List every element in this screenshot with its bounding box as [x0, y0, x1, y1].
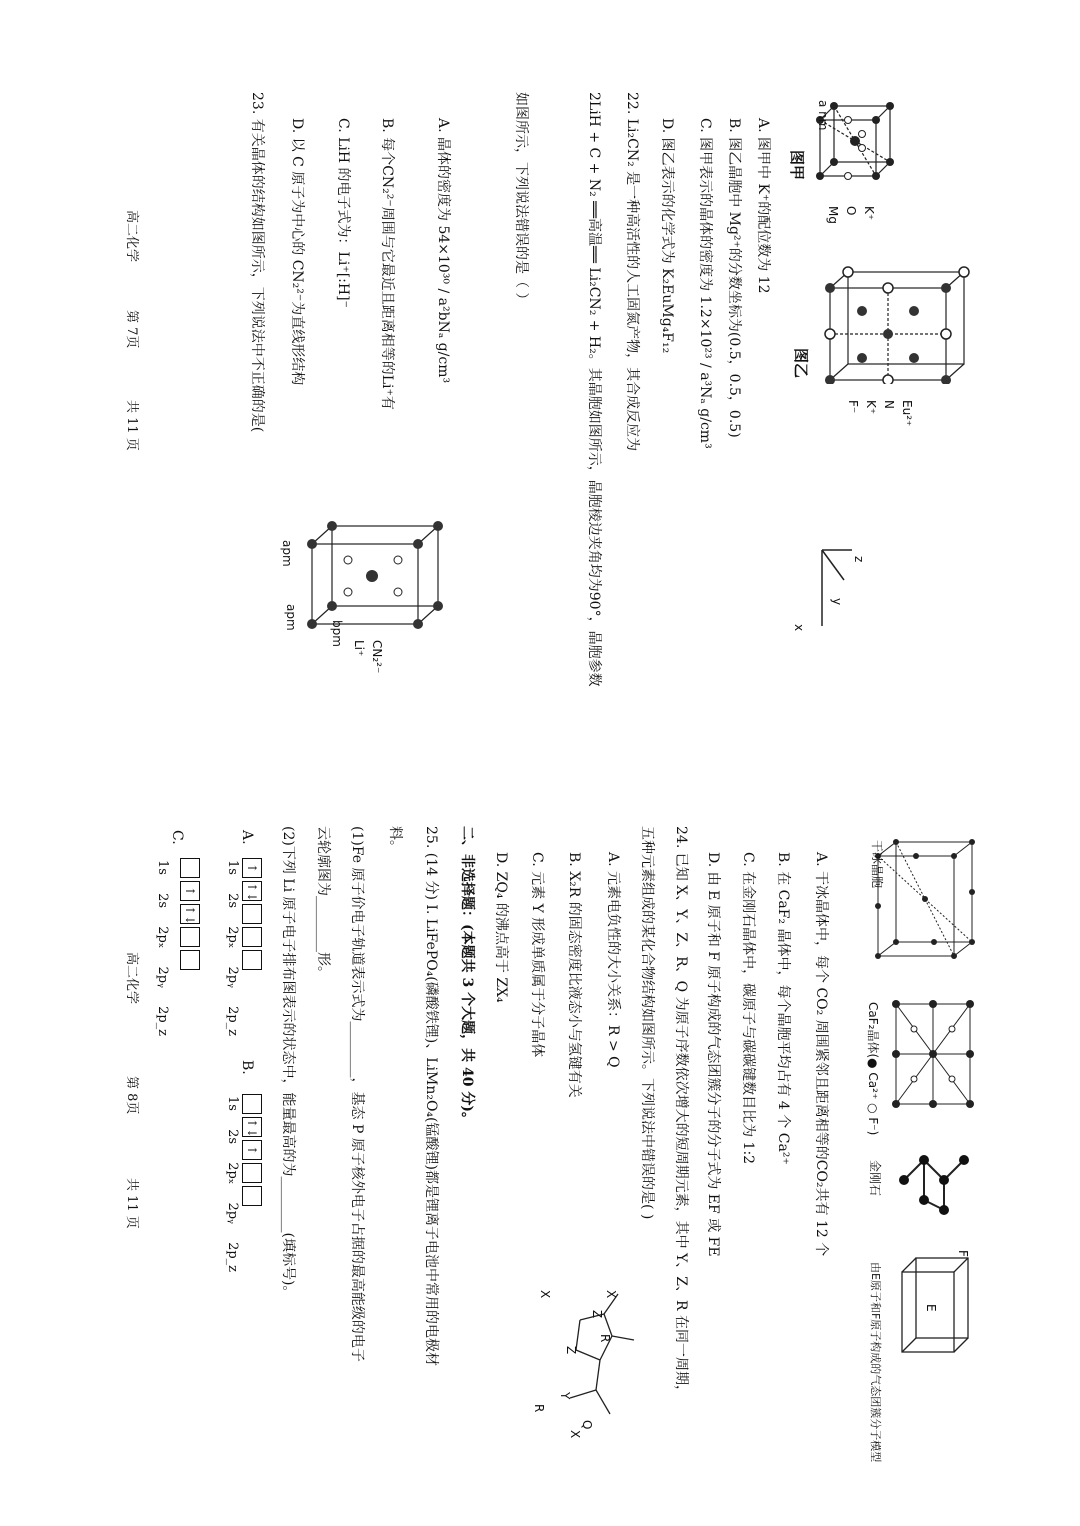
li-fig-apm-2: apm — [284, 604, 298, 631]
fig-a-legend-1: K⁺ — [862, 206, 876, 221]
p7-line-9: B. 每个CN₂²⁻周围与它最近且距离相等的Li⁺有 — [379, 118, 395, 410]
p7-line-8: A. 晶体的密度为 54×10³⁰ / a²bNₐ g/cm³ — [435, 118, 451, 384]
p8-line-9: C. 元素 Y 形成单质属于分子晶体 — [529, 852, 545, 1058]
orbital-b: ↑↓↑ — [242, 1094, 262, 1209]
mol-z-1: Z — [590, 1310, 604, 1319]
p8-footer-total: 共 11 页 — [124, 1178, 139, 1229]
orbital-c-labels: 1s 2s 2pₓ 2pᵧ 2p_z — [155, 860, 170, 1037]
fig-b-legend-4: F⁻ — [846, 400, 860, 414]
p8-line-4: D. 由 E 原子和 F 原子构成的气态团簇分子的分子式为 EF 或 FE — [705, 852, 721, 1257]
option-a-label: A. — [239, 830, 255, 845]
figure-yi-crystal — [822, 266, 972, 384]
p8-line-15: 云轮廓图为________形。 — [315, 826, 331, 980]
dry-ice-caption: 干冰晶胞 — [870, 840, 884, 889]
orbital-b-labels: 1s 2s 2pₓ 2pᵧ 2p_z — [225, 1096, 240, 1273]
p7-line-5: 22. Li₂CN₂ 是一种高活性的人工固氮产物，其合成反应为 — [624, 92, 640, 452]
fig-b-legend-3: K⁺ — [864, 400, 878, 415]
p8-footer-subject: 高二化学 — [124, 952, 139, 1005]
mol-y: Y — [558, 1392, 572, 1400]
p8-line-5: 24. 已知 X、Y、Z、R、Q 为原子序数依次增大的短周期元素，其中 Y、Z、R 在同一周期， — [673, 826, 689, 1399]
mol-x-1: X — [604, 1290, 618, 1299]
p7-footer-total: 共 11 页 — [124, 400, 139, 451]
p8-line-14: (1)Fe 原子价电子轨道表示式为________，基态 P 原子核外电子占据的最高能级的电子 — [349, 826, 365, 1362]
fig-a-unit: a nm — [816, 100, 830, 131]
p8-line-13: 料。 — [387, 826, 403, 854]
p7-line-11: D. 以 C 原子为中心的 CN₂²⁻为直线形结构 — [289, 118, 305, 386]
ef-label-f: F — [956, 1250, 970, 1257]
ef-caption: 由E原子和F原子构成的气态团簇分子模型 — [869, 1262, 882, 1463]
p8-line-7: A. 元素电负性的大小关系：R > Q — [605, 852, 621, 1068]
figure-diamond — [894, 1140, 974, 1220]
figure-caf2 — [888, 994, 978, 1114]
li-fig-bpm: bpm — [330, 620, 344, 647]
p7-line-7: 如图所示，下列说法错误的是（ ） — [513, 92, 529, 307]
option-b-label: B. — [239, 1060, 255, 1075]
p8-footer-page: 第 8页 — [124, 1076, 139, 1115]
mol-z-2: Z — [564, 1346, 578, 1355]
diamond-caption: 金刚石 — [868, 1160, 882, 1197]
orbital-a-labels: 1s 2s 2pₓ 2pᵧ 2p_z — [225, 860, 240, 1037]
p8-line-16: (2)下列 Li 原子电子排布图表示的状态中，能量最高的为________(填标号)。 — [280, 826, 296, 1300]
fig-a-legend-2: O — [844, 206, 858, 216]
li-fig-legend-li: Li⁺ — [352, 640, 366, 657]
axis-z: z — [852, 556, 866, 563]
p8-line-12: 25. (14 分) I. LiFePO₄(磷酸铁锂)、LiMn₂O₄(锰酸锂)都是锂离子电池中常用的电极材 — [423, 826, 439, 1366]
p8-line-3: C. 在金刚石晶体中，碳原子与碳碳键数目比为 1:2 — [740, 852, 756, 1165]
fig-b-legend-1: Eu²⁺ — [900, 400, 914, 427]
li-fig-apm-1: apm — [280, 540, 294, 567]
axis-x: x — [792, 624, 806, 632]
fig-b-caption: 图乙 — [792, 348, 810, 379]
fig-a-caption: 图甲 — [788, 150, 806, 181]
p8-line-8: B. X₂R 的固态密度比液态小与氢键有关 — [566, 852, 582, 1098]
figure-dry-ice — [872, 834, 982, 964]
orbital-c: ↑↑↓ — [180, 858, 200, 973]
p7-footer-page: 第 7页 — [124, 310, 139, 349]
li-fig-legend-cn2: CN₂²⁻ — [370, 640, 384, 674]
p7-line-10: C. LiH 的电子式为：Li⁺[:H]⁻ — [335, 118, 351, 308]
p8-line-10: D. ZQ₄ 的沸点高于 ZX₄ — [493, 852, 509, 1003]
option-c-label: C. — [169, 830, 185, 845]
ef-label-e: E — [924, 1304, 938, 1312]
axis-y: y — [830, 598, 844, 606]
figure-li2cn2-cell — [298, 520, 448, 630]
p8-line-2: B. 在 CaF₂ 晶体中，每个晶胞平均占有 4 个 Ca²⁺ — [775, 852, 791, 1165]
mol-x-3: X — [568, 1430, 582, 1439]
p7-line-12: 23. 有关晶体的结构如图所示，下列说法中不正确的是( — [249, 92, 265, 433]
mol-r-2: R — [532, 1404, 546, 1413]
mol-r-1: R — [598, 1334, 612, 1343]
p7-line-3: C. 图甲表示的晶体的密度为 1.2×10²³ / a³Nₐ g/cm³ — [697, 118, 713, 449]
xyz-axes — [792, 540, 872, 636]
fig-a-legend-3: Mg — [826, 206, 840, 224]
mol-x-2: X — [538, 1290, 552, 1299]
p7-footer-subject: 高二化学 — [124, 210, 139, 263]
p7-line-4: D. 图乙表示的化学式为 K₂EuMg₄F₁₂ — [659, 118, 675, 354]
p7-line-6: 2LiH + C + N₂ ══高温══ Li₂CN₂ + H₂。其晶胞如图所示，晶胞棱边夹角均为90°，晶胞参数 — [586, 92, 602, 687]
mol-q: Q — [580, 1420, 594, 1430]
p8-line-6: 五种元素组成的某化合物结构如图所示。下列说法中错误的是( ) — [639, 826, 655, 1220]
p8-section-title: 二、非选择题：(本题共 3 个大题，共 40 分)。 — [459, 826, 475, 1126]
orbital-a: ↑↑↓ — [242, 858, 262, 973]
p8-line-1: A. 干冰晶体中，每个 CO₂ 周围紧邻且距离相等的CO₂共有 12 个 — [813, 852, 829, 1257]
figure-molecule — [540, 1280, 640, 1430]
caf2-caption: CaF₂晶体(● Ca²⁺ ○ F⁻) — [866, 1002, 880, 1136]
p7-line-2: B. 图乙晶胞中 Mg²⁺的分数坐标为(0.5，0.5，0.5) — [726, 118, 742, 438]
fig-b-legend-2: N — [882, 400, 896, 409]
p7-line-1: A. 图甲中 K⁺的配位数为 12 — [755, 118, 771, 294]
